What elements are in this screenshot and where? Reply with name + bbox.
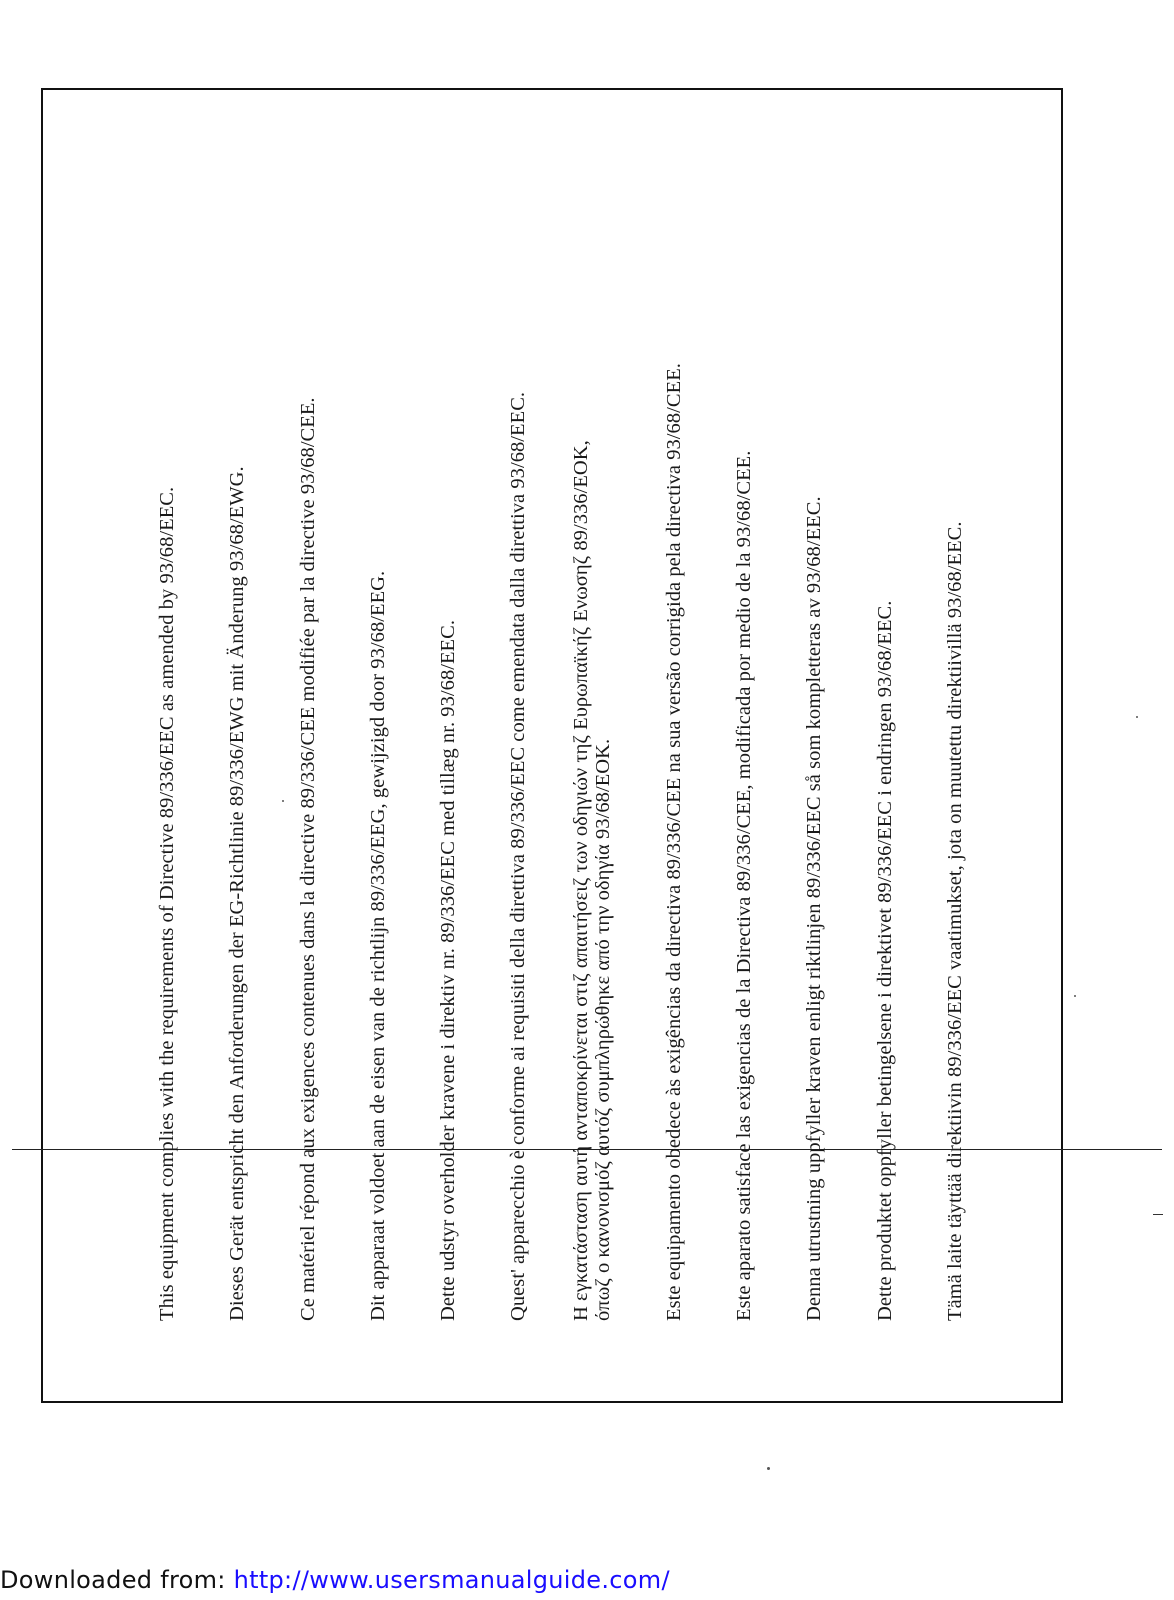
statement-swedish: Denna utrustning uppfyller kraven enligt riktlinjen 89/336/EEC så som kompletteras av 93/68/EEC. bbox=[803, 496, 825, 1321]
statement-greek-line2: όπωζ ο κανονισμόζ αυτόζ συμπληρώθηκε από την οδηγία 93/68/EOK. bbox=[592, 738, 614, 1321]
statement-greek-line1: Η εγκατάσταση αυτή ανταποκρίνεται στιζ απαιτήσειζ των οδηγιών τηζ Ευρωπαϊκήζ Ενωσηζ 89/336/EOK, bbox=[570, 440, 592, 1321]
download-footer bbox=[0, 1566, 670, 1594]
footer-prefix: Downloaded from: bbox=[0, 1566, 234, 1594]
statement-italian: Quest' apparecchio è conforme ai requisiti della direttiva 89/336/EEC come emendata dalla direttiva 93/68/EEC. bbox=[507, 391, 529, 1321]
statement-french: Ce matériel répond aux exigences contenues dans la directive 89/336/CEE modifiée par la directive 93/68/CEE. bbox=[297, 397, 319, 1321]
statement-dutch: Dit apparaat voldoet aan de eisen van de richtlijn 89/336/EEG, gewijzigd door 93/68/EEG. bbox=[367, 570, 389, 1321]
footer-link[interactable]: http://www.usersmanualguide.com/ bbox=[233, 1566, 670, 1594]
statement-german: Dieses Gerät entspricht den Anforderungen der EG-Richtlinie 89/336/EWG mit Änderung 93/68/EWG. bbox=[226, 466, 248, 1321]
scan-speck bbox=[1136, 716, 1138, 718]
margin-tick bbox=[1153, 1214, 1163, 1215]
statement-norwegian: Dette produktet oppfyller betingelsene i direktivet 89/336/EEC i endringen 93/68/EEC. bbox=[874, 600, 896, 1321]
statement-finnish: Tämä laite täyttää direktiivin 89/336/EEC vaatimukset, jota on muutettu direktiivillä 93/68/EEC. bbox=[944, 521, 966, 1321]
rotated-statements bbox=[155, 181, 985, 1321]
statement-portuguese: Este equipamento obedece às exigências da directiva 89/336/CEE na sua versão corrigida pela directiva 93/68/CEE. bbox=[663, 363, 685, 1321]
scan-speck bbox=[1074, 995, 1076, 997]
statement-danish: Dette udstyr overholder kravene i direktiv nr. 89/336/EEC med tillæg nr. 93/68/EEC. bbox=[437, 619, 459, 1321]
statement-spanish: Este aparato satisface las exigencias de la Directiva 89/336/CEE, modificada por medio de la 93/68/CEE. bbox=[733, 450, 755, 1321]
scan-speck bbox=[767, 1467, 770, 1470]
statement-english: This equipment complies with the requirements of Directive 89/336/EEC as amended by 93/68/EEC. bbox=[156, 486, 178, 1321]
